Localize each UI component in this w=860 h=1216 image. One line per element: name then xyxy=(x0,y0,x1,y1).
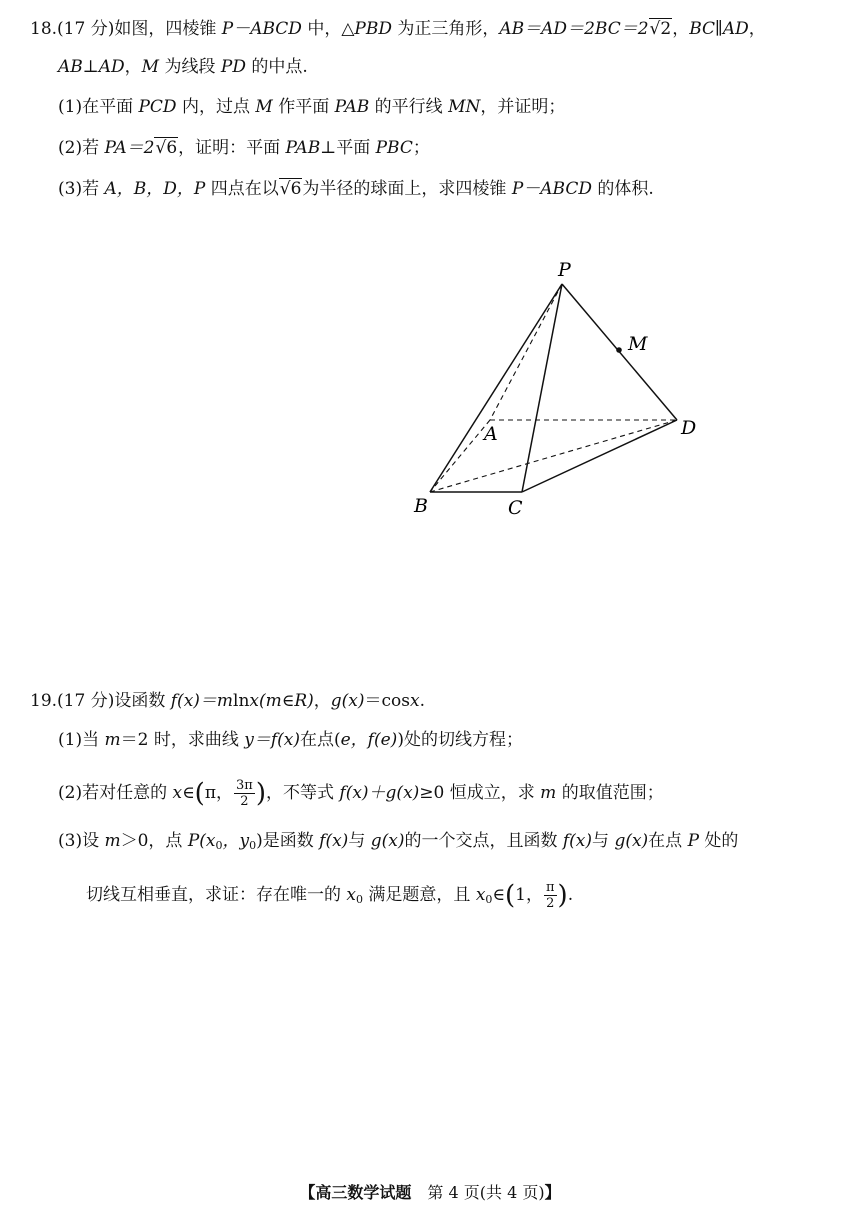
q19-number: 19. xyxy=(30,691,58,711)
numerator: 3π xyxy=(236,778,253,793)
footer-title: 高三数学试题 xyxy=(315,1183,412,1202)
sqrt-6: √6 xyxy=(279,179,302,199)
q19-x: x xyxy=(172,783,183,803)
q18-triangle: PBD xyxy=(354,19,392,39)
q19-part-1 xyxy=(58,729,523,751)
label-m: M xyxy=(628,333,648,355)
q18-text: 为正三角形， xyxy=(391,19,500,39)
q18-pab: PAB xyxy=(285,138,321,158)
q19-f: f(x)＝m xyxy=(170,691,234,711)
q18-pbc: PBC xyxy=(375,138,413,158)
q19-text: ＝ xyxy=(364,691,382,711)
numerator: π xyxy=(545,880,555,895)
q18-text: (3)若 xyxy=(58,179,105,199)
q19-part-3 xyxy=(58,830,738,857)
q19-m: m xyxy=(104,730,121,750)
radicand: 6 xyxy=(166,138,178,158)
q19-g: g(x) xyxy=(370,831,405,851)
q18-text: 中，△ xyxy=(301,19,355,39)
q18-text: ⊥平面 xyxy=(320,138,376,158)
footer-bracket-right: 】 xyxy=(544,1183,561,1202)
q19-curve: y＝f(x) xyxy=(244,730,300,750)
q18-pd: PD xyxy=(220,57,246,77)
q18-text: ， xyxy=(124,57,142,77)
close-paren: ) xyxy=(255,778,266,809)
q19-text: ＞0，点 xyxy=(120,831,188,851)
q19-g: g(x) xyxy=(614,831,649,851)
q18-parallel: BC∥AD xyxy=(689,19,749,39)
q19-x: x xyxy=(346,885,356,905)
q19-text: ，不等式 xyxy=(266,783,340,803)
footer-bracket-left: 【 xyxy=(299,1183,316,1202)
q19-f: f(x) xyxy=(319,831,349,851)
page-footer xyxy=(0,1180,860,1203)
denominator: 2 xyxy=(240,794,249,809)
q18-text: 作平面 xyxy=(272,97,335,117)
q18-text: 的体积. xyxy=(591,179,654,199)
q19-text: ， xyxy=(313,691,331,711)
q19-text: ≥0 恒成立，求 xyxy=(419,783,541,803)
q18-equation: AB＝AD＝2BC＝2 xyxy=(499,19,649,39)
fraction-3pi-over-2 xyxy=(234,778,255,809)
q18-pa: PA＝2 xyxy=(104,138,155,158)
q18-points: A，B，D，P xyxy=(104,179,206,199)
q19-score: (17 分) xyxy=(57,691,115,711)
q18-pcd: PCD xyxy=(138,97,177,117)
q19-x: x(m∈R) xyxy=(249,691,314,711)
q19-text: 的取值范围； xyxy=(556,783,664,803)
q19-g: g(x) xyxy=(330,691,365,711)
sqrt-2: √2 xyxy=(649,19,672,39)
q19-in: ∈ xyxy=(492,885,505,905)
close-paren: ) xyxy=(557,880,568,911)
q18-text: 的平行线 xyxy=(369,97,449,117)
q18-text: 的中点. xyxy=(245,57,308,77)
q19-text: . xyxy=(419,691,425,711)
q19-text: (2)若对任意的 xyxy=(58,783,173,803)
midpoint-m-dot xyxy=(616,347,622,353)
q19-pi: π， xyxy=(204,783,234,803)
label-a: A xyxy=(484,423,498,445)
q19-inequality: f(x)＋g(x) xyxy=(339,783,420,803)
q19-p: P xyxy=(687,831,700,851)
q19-m: m xyxy=(104,831,121,851)
q19-text: 的一个交点，且函数 xyxy=(404,831,563,851)
q19-m: m xyxy=(540,783,557,803)
label-d: D xyxy=(681,417,697,439)
edge-bd xyxy=(430,420,677,492)
sqrt-6: √6 xyxy=(155,138,178,158)
q18-pab: PAB xyxy=(334,97,370,117)
radicand: 2 xyxy=(660,19,672,39)
q19-f: f(x) xyxy=(562,831,593,851)
q19-part-3-cont xyxy=(86,880,573,911)
q19-part-2 xyxy=(58,778,664,809)
subscript: 0 xyxy=(485,893,493,906)
q18-text: 四点在以 xyxy=(205,179,279,199)
label-p: P xyxy=(558,259,571,281)
edge-ab xyxy=(430,420,490,492)
q19-text: )处的切线方程； xyxy=(397,730,523,750)
q18-text: 为线段 xyxy=(159,57,221,77)
label-c: C xyxy=(508,497,523,519)
figure-solid-edges xyxy=(430,284,677,492)
q18-text: ， xyxy=(748,19,766,39)
q18-text: ，并证明； xyxy=(480,97,566,117)
radicand: 6 xyxy=(290,179,302,199)
q19-cos: cos xyxy=(381,691,410,711)
q19-text: 在点 xyxy=(648,831,688,851)
open-paren: ( xyxy=(505,880,516,911)
subscript: 0 xyxy=(356,893,363,906)
q18-text: ； xyxy=(412,138,430,158)
q18-text: 为半径的球面上，求四棱锥 xyxy=(302,179,512,199)
q19-text: 在点( xyxy=(299,730,341,750)
q19-point-p: P(x xyxy=(187,831,216,851)
denominator: 2 xyxy=(546,896,555,911)
q18-text: (1)在平面 xyxy=(58,97,139,117)
q18-text: 如图，四棱锥 xyxy=(114,19,222,39)
q18-text: (2)若 xyxy=(58,138,105,158)
q18-text: 内，过点 xyxy=(176,97,256,117)
q19-in: ∈ xyxy=(182,783,195,803)
q19-one: 1， xyxy=(515,885,543,905)
q18-m: M xyxy=(141,57,160,77)
edge-pa xyxy=(490,284,562,420)
q19-text: )是函数 xyxy=(256,831,320,851)
q19-ln: ln xyxy=(233,691,250,711)
q18-m: M xyxy=(255,97,273,117)
q19-text: 处的 xyxy=(699,831,739,851)
subscript: 0 xyxy=(249,839,257,852)
q19-text: (3)设 xyxy=(58,831,105,851)
q19-x: x xyxy=(475,885,486,905)
q19-text: (1)当 xyxy=(58,730,105,750)
q19-text: . xyxy=(567,885,574,905)
q19-x: x xyxy=(410,691,420,711)
q19-text: ＝2 时，求曲线 xyxy=(120,730,245,750)
q19-text: 满足题意，且 xyxy=(363,885,476,905)
q18-mn: MN xyxy=(448,97,481,117)
figure-hidden-edges xyxy=(430,284,677,492)
q18-pyramid: P－ABCD xyxy=(221,19,302,39)
fraction-pi-over-2 xyxy=(544,880,557,911)
q18-perp: AB⊥AD xyxy=(58,57,125,77)
open-paren: ( xyxy=(194,778,205,809)
label-b: B xyxy=(414,495,428,517)
subscript: 0 xyxy=(215,839,223,852)
q19-line-1 xyxy=(30,690,425,712)
q19-text: 设函数 xyxy=(114,691,171,711)
q19-point: e，f(e) xyxy=(340,730,398,750)
q18-pyramid: P－ABCD xyxy=(511,179,592,199)
q18-text: ， xyxy=(672,19,690,39)
q19-text: 与 xyxy=(348,831,371,851)
footer-page-number: 第 4 页(共 4 页) xyxy=(411,1183,545,1202)
q19-text: 与 xyxy=(592,831,615,851)
edge-cd xyxy=(522,420,677,492)
q18-score: (17 分) xyxy=(57,19,115,39)
q19-text: 切线互相垂直，求证：存在唯一的 xyxy=(86,885,347,905)
q18-text: ，证明：平面 xyxy=(178,138,286,158)
q19-y: ，y xyxy=(222,831,250,851)
q18-number: 18. xyxy=(30,19,58,39)
